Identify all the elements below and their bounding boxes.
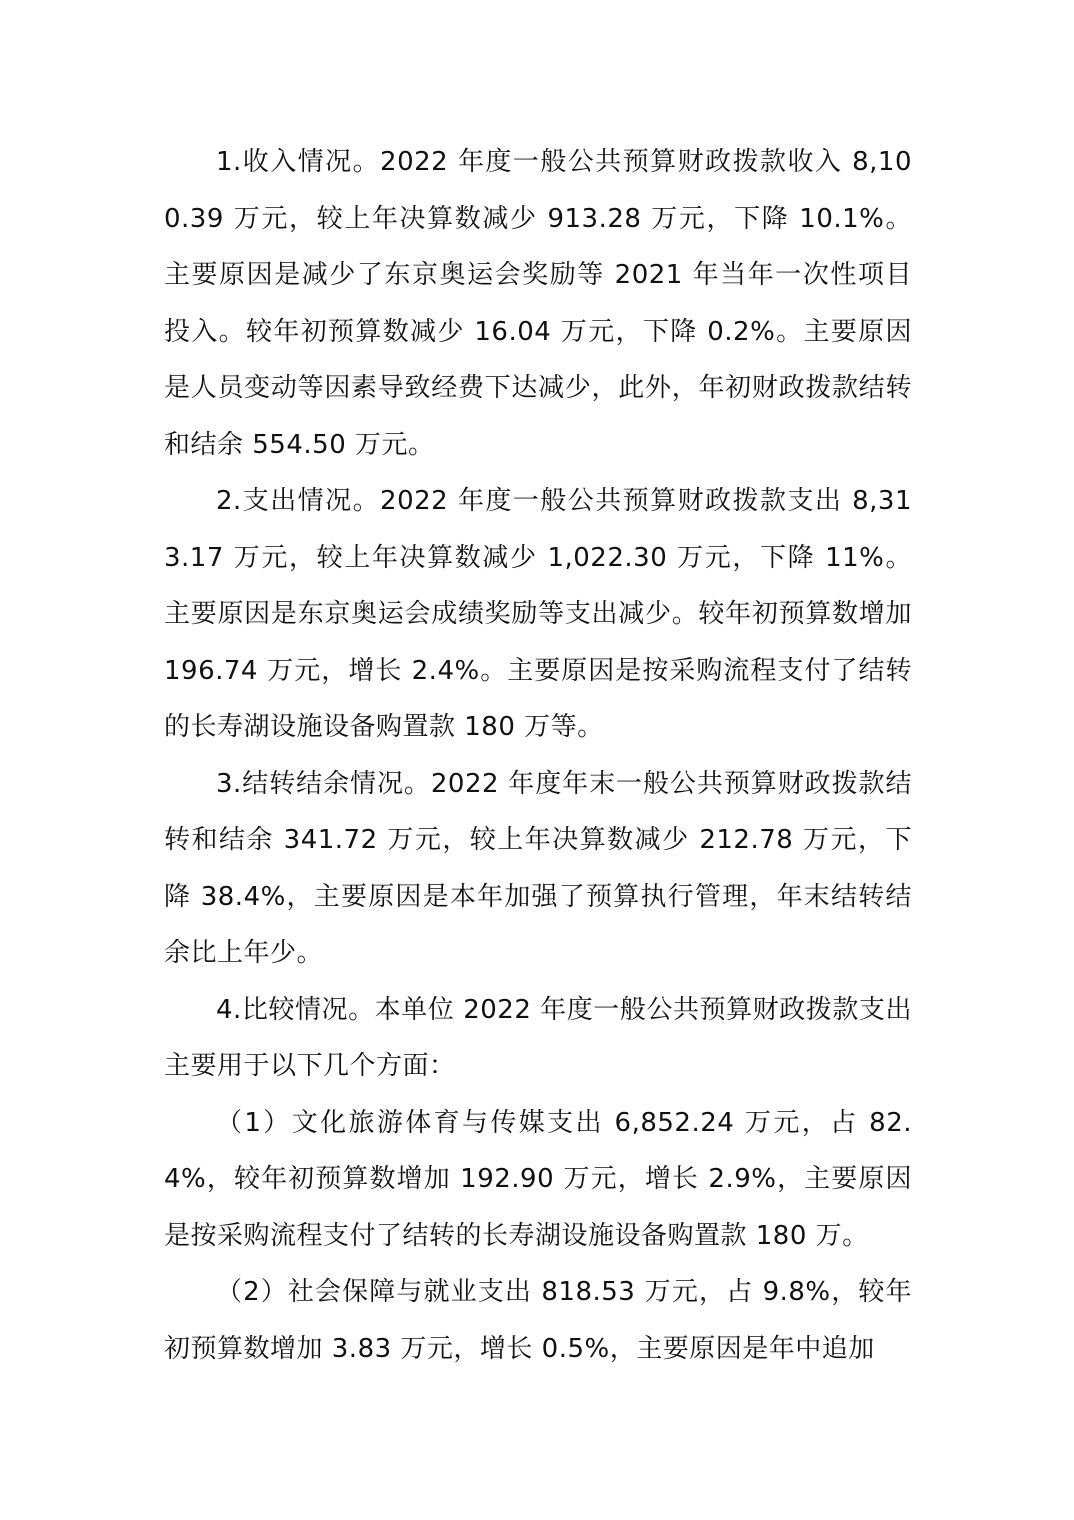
document-body <box>164 134 912 1377</box>
paragraph-expenditure: 2.支出情况。2022 年度一般公共预算财政拨款支出 8,313.17 万元，较上年决算数减少 1,022.30 万元，下降 11%。主要原因是东京奥运会成绩奖励等支出减少。较年初预算数增加 196.74 万元，增长 2.4%。主要原因是按采购流程支付了结转的长寿湖设施设备购置款 180 万等。 <box>164 486 912 742</box>
paragraph-comparison: 4.比较情况。本单位 2022 年度一般公共预算财政拨款支出主要用于以下几个方面： <box>164 994 912 1081</box>
paragraph-item-culture: （1）文化旅游体育与传媒支出 6,852.24 万元，占 82.4%，较年初预算数增加 192.90 万元，增长 2.9%，主要原因是按采购流程支付了结转的长寿湖设施设备购置款 180 万。 <box>164 1107 912 1251</box>
paragraph-income: 1.收入情况。2022 年度一般公共预算财政拨款收入 8,100.39 万元，较上年决算数减少 913.28 万元，下降 10.1%。主要原因是减少了东京奥运会奖励等 2021 年当年一次性项目投入。较年初预算数减少 16.04 万元，下降 0.2%。主要原因是人员变动等因素导致经费下达减少，此外，年初财政拨款结转和结余 554.50 万元。 <box>164 147 912 460</box>
paragraph-item-social-security: （2）社会保障与就业支出 818.53 万元，占 9.8%，较年初预算数增加 3.83 万元，增长 0.5%，主要原因是年中追加 <box>164 1277 912 1364</box>
paragraph-carryover: 3.结转结余情况。2022 年度年末一般公共预算财政拨款结转和结余 341.72 万元，较上年决算数减少 212.78 万元，下降 38.4%，主要原因是本年加强了预算执行管理，年末结转结余比上年少。 <box>164 768 912 968</box>
